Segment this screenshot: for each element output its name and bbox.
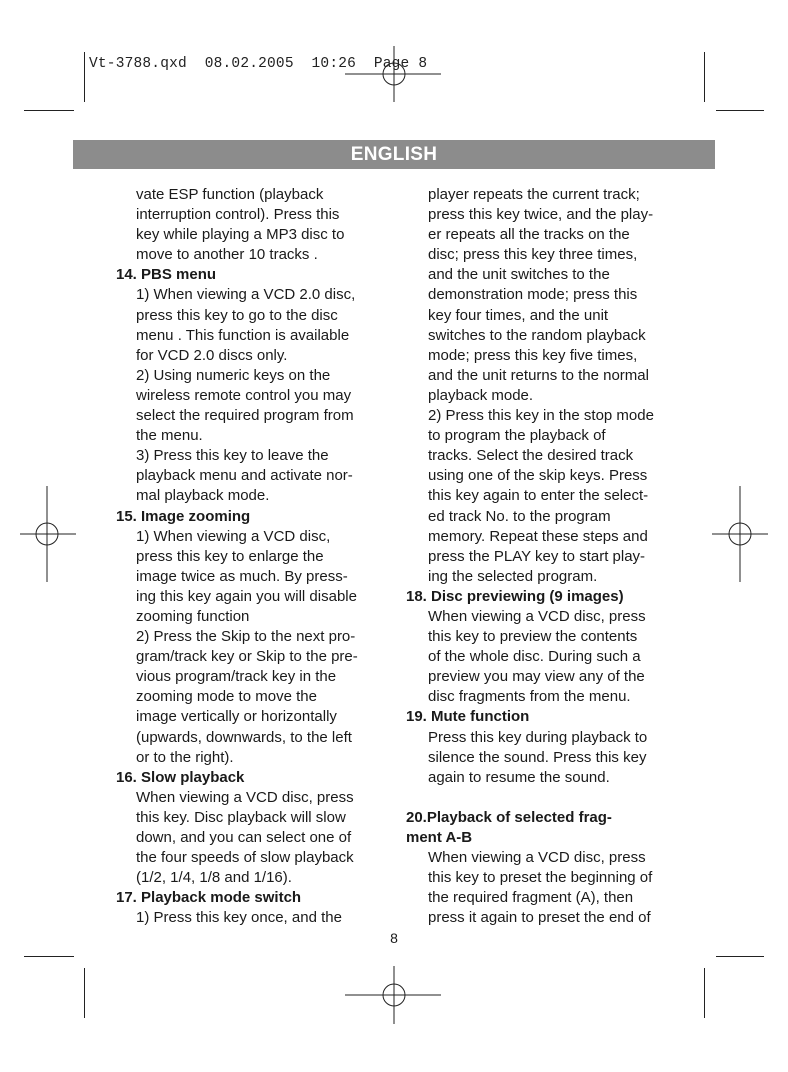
page-number: 8 [390,930,398,946]
section-heading: 15. Image zooming [116,507,251,525]
text-line: menu . This function is available [136,326,350,344]
text-line: demonstration mode; press this [428,286,638,304]
text-line: 1) When viewing a VCD disc, [136,527,331,545]
text-line: ing the selected program. [428,567,598,585]
section-heading: ment A-B [406,829,473,846]
text-line: zooming mode to move the [136,688,317,706]
text-line: select the required program from [136,407,354,425]
registration-mark-top [345,46,445,106]
text-line: and the unit returns to the normal [428,366,649,384]
text-line: vious program/track key in the [136,668,337,686]
text-line: (1/2, 1/4, 1/8 and 1/16). [136,869,292,887]
text-line: mal playback mode. [136,487,270,505]
text-line: press it again to preset the end of [428,909,651,927]
text-line: disc fragments from the menu. [428,688,631,706]
text-line: 2) Using numeric keys on the [136,366,331,384]
text-line: press the PLAY key to start play- [428,547,646,565]
text-line: Press this key during playback to [428,728,648,746]
text-line: preview you may view any of the [428,668,645,686]
text-line: ed track No. to the program [428,507,611,525]
text-line: the menu. [136,427,203,445]
text-line: or to the right). [136,748,234,766]
blank-line [404,788,694,808]
text-line: image twice as much. By press- [136,567,348,585]
text-line: zooming function [136,607,250,625]
text-line: vate ESP function (playback [136,186,324,203]
text-line: switches to the random playback [428,326,646,344]
text-line: er repeats all the tracks on the [428,226,630,244]
text-line: 1) When viewing a VCD 2.0 disc, [136,286,356,304]
text-line: press this key to enlarge the [136,547,324,565]
text-line: player repeats the current track; [428,186,640,203]
text-line: again to resume the sound. [428,768,610,786]
text-line: of the whole disc. During such a [428,648,641,666]
text-line: 1) Press this key once, and the [136,909,342,927]
section-heading: 14. PBS menu [116,266,217,284]
text-line: playback mode. [428,386,534,404]
crop-mark [84,968,85,1018]
text-line: 3) Press this key to leave the [136,447,329,465]
crop-mark [84,52,85,102]
section-heading: 18. Disc previewing (9 images) [406,587,624,605]
text-line: When viewing a VCD disc, press [428,607,646,625]
text-line: key four times, and the unit [428,306,609,324]
right-column [404,185,694,928]
text-line: this key. Disc playback will slow [136,808,346,826]
text-line: to program the playback of [428,427,606,445]
text-line: for VCD 2.0 discs only. [136,346,288,364]
text-line: using one of the skip keys. Press [428,467,648,485]
text-line: this key again to enter the select- [428,487,649,505]
text-line: gram/track key or Skip to the pre- [136,648,358,666]
crop-mark [704,968,705,1018]
text-line: tracks. Select the desired track [428,447,634,465]
text-line: press this key to go to the disc [136,306,338,324]
section-heading: 20.Playback of selected frag- [406,808,612,826]
section-heading: 17. Playback mode switch [116,889,302,907]
text-line: down, and you can select one of [136,829,352,846]
text-line: the required fragment (A), then [428,889,634,907]
text-line: ing this key again you will disable [136,587,357,605]
text-line: (upwards, downwards, to the left [136,728,352,746]
text-line: key while playing a MP3 disc to [136,226,345,244]
section-heading: 19. Mute function [406,708,530,726]
registration-mark-bottom [345,966,445,1026]
text-line: When viewing a VCD disc, press [136,788,354,806]
text-line: and the unit switches to the [428,266,610,284]
text-line: this key to preview the contents [428,628,638,646]
crop-mark [24,956,74,957]
print-slug: Vt-3788.qxd 08.02.2005 10:26 Page 8 [89,56,428,72]
text-line: this key to preset the beginning of [428,869,653,887]
text-line: wireless remote control you may [136,386,352,404]
text-line: 2) Press this key in the stop mode [428,407,654,425]
text-line: image vertically or horizontally [136,708,337,726]
text-line: 2) Press the Skip to the next pro- [136,628,356,646]
text-line: When viewing a VCD disc, press [428,849,646,867]
crop-mark [716,956,764,957]
text-line: press this key twice, and the play- [428,206,654,224]
crop-mark [24,110,74,111]
left-column [114,185,394,928]
text-line: interruption control). Press this [136,206,340,224]
text-line: mode; press this key five times, [428,346,638,364]
registration-mark-left [20,486,80,586]
crop-mark [704,52,705,102]
text-line: silence the sound. Press this key [428,748,647,766]
section-heading: 16. Slow playback [116,768,245,786]
text-line: memory. Repeat these steps and [428,527,648,545]
crop-mark [716,110,764,111]
registration-mark-right [712,486,772,586]
language-banner: ENGLISH [73,140,715,169]
text-line: disc; press this key three times, [428,246,638,264]
text-line: move to another 10 tracks . [136,246,318,264]
text-line: playback menu and activate nor- [136,467,353,485]
text-line: the four speeds of slow playback [136,849,354,867]
